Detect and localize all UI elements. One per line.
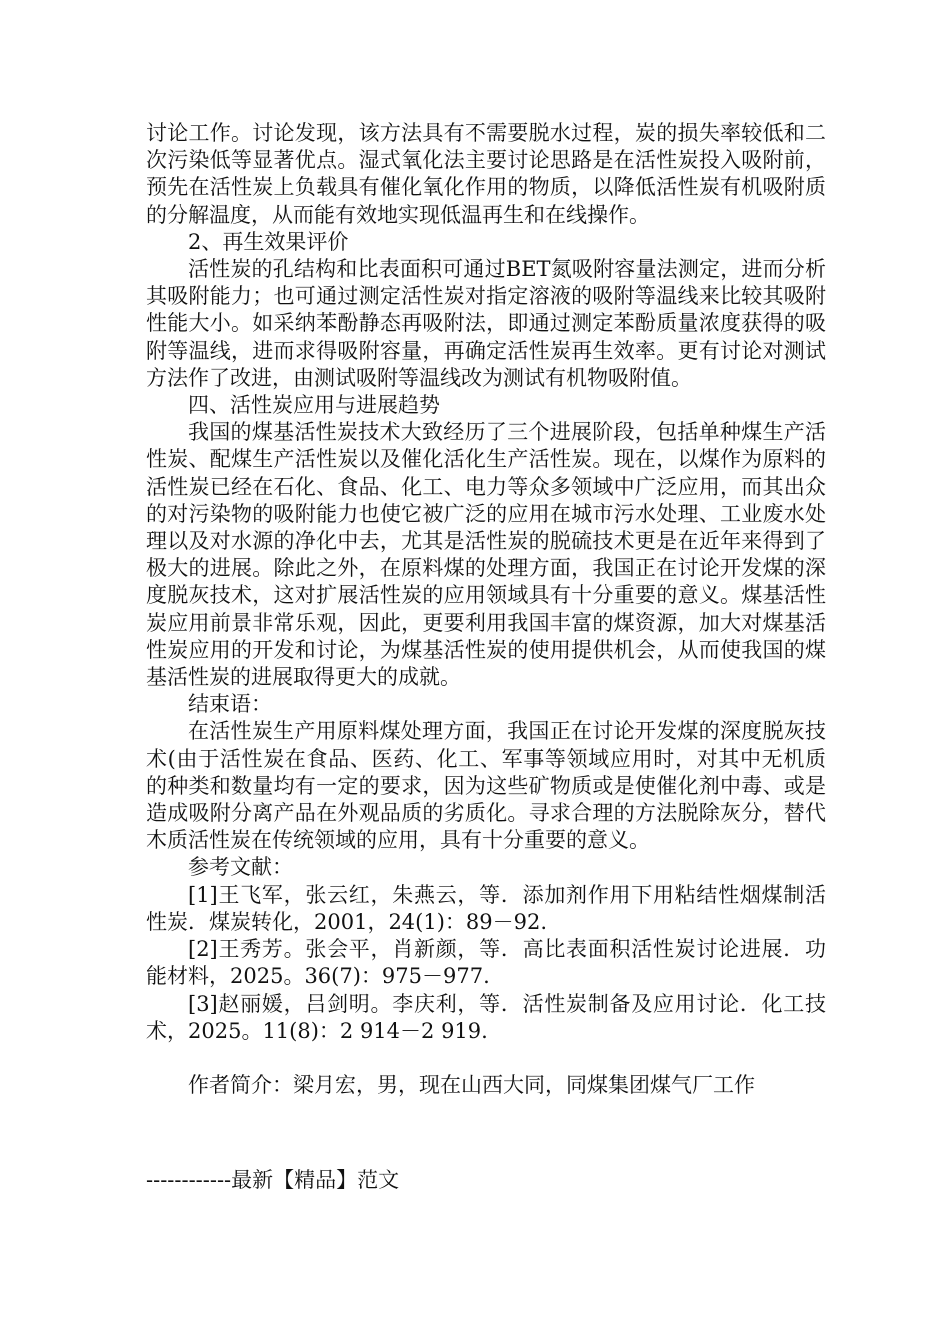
- reference-item: [2]王秀芳。张会平，肖新颜，等．高比表面积活性炭讨论进展．功能材料，2025。36(7)：975－977.: [146, 937, 826, 989]
- section-heading-conclusion: 结束语：: [188, 692, 272, 717]
- footer-banner: ------------最新【精品】范文: [146, 1168, 400, 1192]
- document-body: [146, 120, 826, 1099]
- reference-item: [3]赵丽媛，吕剑明。李庆利，等．活性炭制备及应用讨论．化工技术，2025。11(8)：2 914－2 919.: [146, 991, 826, 1043]
- author-bio: 作者简介：梁月宏，男，现在山西大同，同煤集团煤气厂工作: [188, 1072, 755, 1097]
- paragraph-conclusion: 在活性炭生产用原料煤处理方面，我国正在讨论开发煤的深度脱灰技术(由于活性炭在食品、医药、化工、军事等领域应用时，对其中无机质的种类和数量均有一定的要求，因为这些矿物质或是使催化剂中毒、或是造成吸附分离产品在外观品质的劣质化。寻求合理的方法脱除灰分，替代木质活性炭在传统领域的应用，具有十分重要的意义。: [146, 719, 826, 853]
- paragraph-evaluation: 活性炭的孔结构和比表面积可通过BET氮吸附容量法测定，进而分析其吸附能力；也可通过测定活性炭对指定溶液的吸附等温线来比较其吸附性能大小。如采纳苯酚静态再吸附法，即通过测定苯酚质量浓度获得的吸附等温线，进而求得吸附容量，再确定活性炭再生效率。更有讨论对测试方法作了改进，由测试吸附等温线改为测试有机物吸附值。: [146, 257, 826, 390]
- blank-line: [146, 1045, 826, 1072]
- reference-item: [1]王飞军，张云红，朱燕云，等．添加剂作用下用粘结性烟煤制活性炭．煤炭转化，2001，24(1)：89－92.: [146, 882, 826, 934]
- section-heading-regeneration-evaluation: 2、再生效果评价: [188, 229, 349, 254]
- section-heading-application-trends: 四、活性炭应用与进展趋势: [188, 393, 440, 418]
- paragraph-continuation: 讨论工作。讨论发现，该方法具有不需要脱水过程，炭的损失率较低和二次污染低等显著优点。湿式氧化法主要讨论思路是在活性炭投入吸附前，预先在活性炭上负载具有催化氧化作用的物质，以降低活性炭有机吸附质的分解温度，从而能有效地实现低温再生和在线操作。: [146, 121, 826, 227]
- paragraph-application: 我国的煤基活性炭技术大致经历了三个进展阶段，包括单种煤生产活性炭、配煤生产活性炭以及催化活化生产活性炭。现在，以煤作为原料的活性炭已经在石化、食品、化工、电力等众多领域中广泛应用，而其出众的对污染物的吸附能力也使它被广泛的应用在城市污水处理、工业废水处理以及对水源的净化中去，尤其是活性炭的脱硫技术更是在近年来得到了极大的进展。除此之外，在原料煤的处理方面，我国正在讨论开发煤的深度脱灰技术，这对扩展活性炭的应用领域具有十分重要的意义。煤基活性炭应用前景非常乐观，因此，更要利用我国丰富的煤资源，加大对煤基活性炭应用的开发和讨论，为煤基活性炭的使用提供机会，从而使我国的煤基活性炭的进展取得更大的成就。: [146, 420, 826, 690]
- references-heading: 参考文献：: [188, 855, 293, 880]
